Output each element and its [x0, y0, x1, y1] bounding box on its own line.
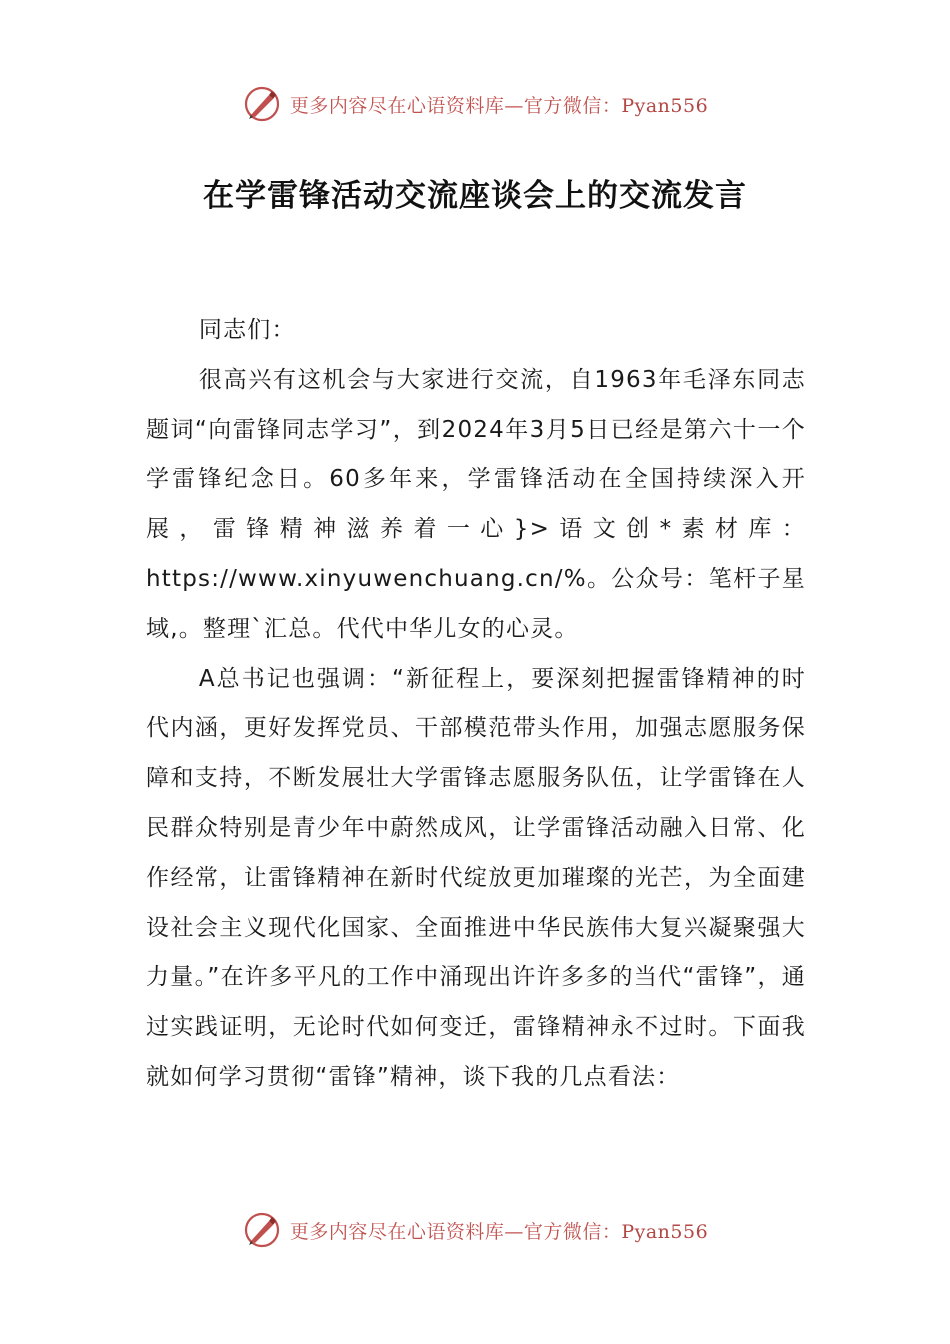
document-body — [146, 306, 806, 1103]
document-title: 在学雷锋活动交流座谈会上的交流发言 — [203, 178, 747, 214]
watermark-text: 更多内容尽在心语资料库—官方微信：Pyan556 — [289, 1220, 709, 1243]
wechat-id: Pyan556 — [621, 1220, 709, 1243]
paragraph-quote: A总书记也强调：“新征程上，要深刻把握雷锋精神的时代内涵，更好发挥党员、干部模范带头作用，加强志愿服务保障和支持，不断发展壮大学雷锋志愿服务队伍，让学雷锋在人民群众特别是青少年中蔚然成风，让学雷锋活动融入日常、化作经常，让雷锋精神在新时代绽放更加璀璨的光芒，为全面建设社会主义现代化国家、全面推进中华民族伟大复兴凝聚强大力量。”在许多平凡的工作中涌现出许许多多的当代“雷锋”，通过实践证明，无论时代如何变迁，雷锋精神永不过时。下面我就如何学习贯彻“雷锋”精神，谈下我的几点看法： — [146, 665, 806, 1090]
footer-watermark-banner — [0, 1208, 950, 1252]
wechat-id: Pyan556 — [621, 94, 709, 117]
watermark-text: 更多内容尽在心语资料库—官方微信：Pyan556 — [289, 94, 709, 117]
pen-logo-icon — [242, 84, 282, 124]
pen-logo-icon — [242, 1210, 282, 1250]
paragraph-greeting: 同志们： — [198, 317, 296, 343]
header-watermark-banner — [0, 82, 950, 126]
paragraph-intro: 很高兴有这机会与大家进行交流，自1963年毛泽东同志题词“向雷锋同志学习”，到2024年3月5日已经是第六十一个学雷锋纪念日。60多年来，学雷锋活动在全国持续深入开展，雷锋精神滋养着一心}>语文创*素材库：https://www.xinyuwenchuang.cn/%。公众号：笔杆子星域,。整理`汇总。代代中华儿女的心灵。 — [146, 366, 806, 642]
